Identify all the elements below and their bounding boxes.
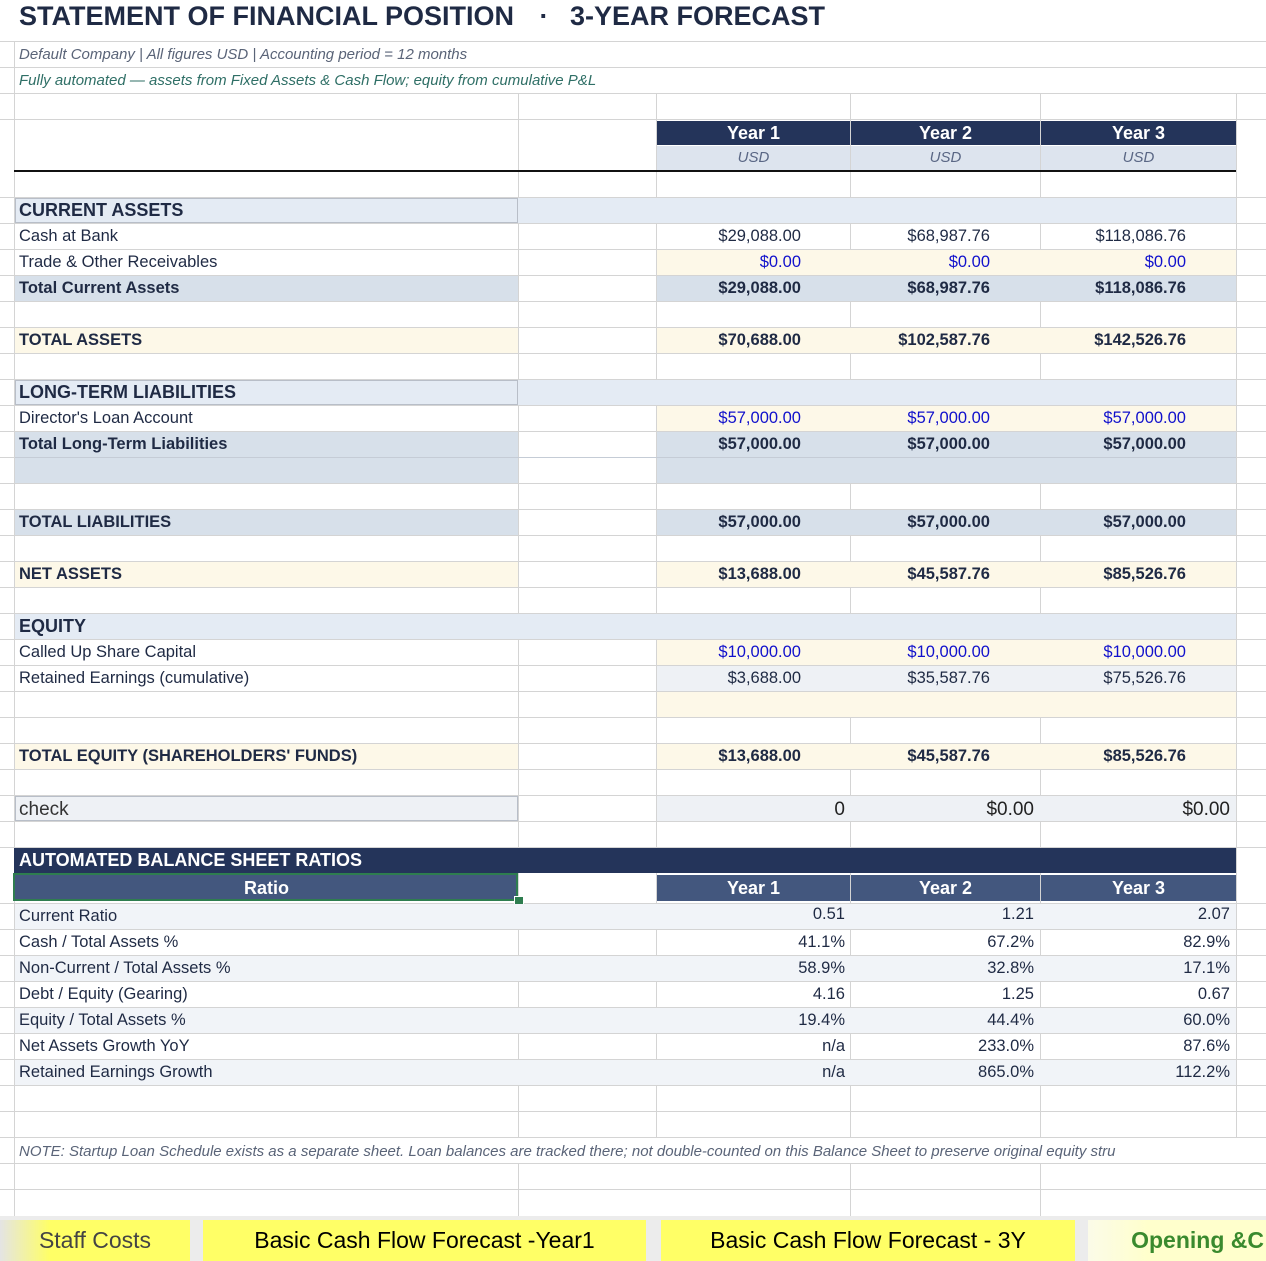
total-assets-y1[interactable]: $70,688.00: [718, 331, 801, 349]
cash-y2[interactable]: $68,987.76: [907, 227, 990, 245]
col-unit-year1: USD: [657, 146, 850, 170]
col-header-year1: Year 1: [657, 121, 850, 145]
col-header-year3: Year 3: [1041, 121, 1236, 145]
header-rule: [14, 170, 1236, 172]
tab-opening[interactable]: Opening &C: [1088, 1220, 1266, 1261]
total-lt-y3[interactable]: $57,000.00: [1103, 435, 1186, 453]
check-y3[interactable]: $0.00: [1182, 799, 1230, 820]
section-lt-liabilities: LONG-TERM LIABILITIES: [19, 382, 236, 402]
total-assets-y3[interactable]: $142,526.76: [1094, 331, 1186, 349]
ratio-header-year2: Year 2: [851, 875, 1040, 901]
footnote: NOTE: Startup Loan Schedule exists as a separate sheet. Loan balances are tracked there; not double-counted on this Balance Sheet to preserve original equity stru: [19, 1143, 1116, 1160]
col-unit-year3: USD: [1041, 146, 1236, 170]
row-label-total-equity: TOTAL EQUITY (SHAREHOLDERS' FUNDS): [19, 747, 358, 765]
ratio-value[interactable]: 67.2%: [987, 933, 1034, 951]
section-equity: EQUITY: [19, 616, 87, 636]
tab-cash-flow-year1[interactable]: Basic Cash Flow Forecast -Year1: [203, 1220, 646, 1261]
ratio-value[interactable]: 0.67: [1197, 985, 1230, 1003]
row-label-retained: Retained Earnings (cumulative): [19, 669, 250, 687]
row-label-total-assets: TOTAL ASSETS: [19, 331, 143, 349]
total-equity-y2[interactable]: $45,587.76: [907, 747, 990, 765]
ratio-value[interactable]: 60.0%: [1183, 1011, 1230, 1029]
check-y1[interactable]: 0: [834, 799, 845, 820]
title-suffix: 3-YEAR FORECAST: [570, 1, 826, 31]
ratio-value[interactable]: 865.0%: [978, 1063, 1034, 1081]
ratio-label: Cash / Total Assets %: [19, 933, 179, 951]
ratio-value[interactable]: n/a: [822, 1063, 845, 1081]
row-label-net-assets: NET ASSETS: [19, 565, 122, 583]
share-capital-y3[interactable]: $10,000.00: [1103, 643, 1186, 661]
ratio-value[interactable]: 2.07: [1197, 905, 1230, 923]
col-unit-year2: USD: [851, 146, 1040, 170]
ratio-label: Net Assets Growth YoY: [19, 1037, 190, 1055]
ratio-value[interactable]: 1.21: [1001, 905, 1034, 923]
row-label-director-loan: Director's Loan Account: [19, 409, 193, 427]
ratio-value[interactable]: 44.4%: [987, 1011, 1034, 1029]
total-lt-y2[interactable]: $57,000.00: [907, 435, 990, 453]
tab-cash-flow-3y[interactable]: Basic Cash Flow Forecast - 3Y: [661, 1220, 1075, 1261]
ratio-value[interactable]: 58.9%: [798, 959, 845, 977]
cash-y3[interactable]: $118,086.76: [1095, 227, 1186, 245]
ratio-value[interactable]: 17.1%: [1183, 959, 1230, 977]
ratio-value[interactable]: 0.51: [812, 905, 845, 923]
total-lt-y1[interactable]: $57,000.00: [718, 435, 801, 453]
director-loan-y1[interactable]: $57,000.00: [718, 409, 801, 427]
tab-staff-costs[interactable]: Staff Costs: [0, 1220, 190, 1261]
cash-y1[interactable]: $29,088.00: [718, 227, 801, 245]
ratio-value[interactable]: 32.8%: [987, 959, 1034, 977]
total-liabilities-y1[interactable]: $57,000.00: [718, 513, 801, 531]
total-liabilities-y2[interactable]: $57,000.00: [907, 513, 990, 531]
title-separator: ·: [539, 1, 549, 31]
ratio-value[interactable]: 112.2%: [1175, 1063, 1230, 1081]
subtitle-automation: Fully automated — assets from Fixed Assets & Cash Flow; equity from cumulative P&L: [19, 72, 597, 89]
ratio-value[interactable]: 19.4%: [798, 1011, 845, 1029]
total-current-y2[interactable]: $68,987.76: [907, 279, 990, 297]
receivables-y1[interactable]: $0.00: [759, 253, 801, 271]
ratio-value[interactable]: n/a: [822, 1037, 845, 1055]
page-title: [19, 0, 825, 34]
net-assets-y2[interactable]: $45,587.76: [907, 565, 990, 583]
row-label-check: check: [19, 799, 69, 820]
section-current-assets: CURRENT ASSETS: [19, 200, 184, 220]
row-label-total-lt: Total Long-Term Liabilities: [19, 435, 228, 453]
check-y2[interactable]: $0.00: [986, 799, 1034, 820]
ratio-value[interactable]: 233.0%: [978, 1037, 1034, 1055]
ratio-label: Debt / Equity (Gearing): [19, 985, 188, 1003]
total-current-y1[interactable]: $29,088.00: [718, 279, 801, 297]
row-label-receivables: Trade & Other Receivables: [19, 253, 218, 271]
ratio-header-year1: Year 1: [657, 875, 850, 901]
title-main: STATEMENT OF FINANCIAL POSITION: [19, 1, 514, 31]
share-capital-y1[interactable]: $10,000.00: [718, 643, 801, 661]
director-loan-y2[interactable]: $57,000.00: [907, 409, 990, 427]
director-loan-y3[interactable]: $57,000.00: [1103, 409, 1186, 427]
selected-cell-outline: [13, 873, 518, 901]
subtitle-company: Default Company | All figures USD | Accounting period = 12 months: [19, 46, 468, 63]
net-assets-y1[interactable]: $13,688.00: [718, 565, 801, 583]
retained-y3[interactable]: $75,526.76: [1103, 669, 1186, 687]
total-equity-y1[interactable]: $13,688.00: [718, 747, 801, 765]
ratio-label: Current Ratio: [19, 907, 118, 925]
retained-y1[interactable]: $3,688.00: [727, 669, 801, 687]
ratio-value[interactable]: 82.9%: [1183, 933, 1230, 951]
ratio-value[interactable]: 4.16: [812, 985, 845, 1003]
row-label-share-capital: Called Up Share Capital: [19, 643, 197, 661]
row-label-total-liabilities: TOTAL LIABILITIES: [19, 513, 172, 531]
ratio-value[interactable]: 87.6%: [1183, 1037, 1230, 1055]
net-assets-y3[interactable]: $85,526.76: [1103, 565, 1186, 583]
share-capital-y2[interactable]: $10,000.00: [907, 643, 990, 661]
col-header-year2: Year 2: [851, 121, 1040, 145]
receivables-y2[interactable]: $0.00: [948, 253, 990, 271]
ratio-value[interactable]: 41.1%: [798, 933, 845, 951]
total-liabilities-y3[interactable]: $57,000.00: [1103, 513, 1186, 531]
total-assets-y2[interactable]: $102,587.76: [898, 331, 990, 349]
ratio-label: Non-Current / Total Assets %: [19, 959, 231, 977]
total-current-y3[interactable]: $118,086.76: [1095, 279, 1186, 297]
ratio-value[interactable]: 1.25: [1001, 985, 1034, 1003]
receivables-y3[interactable]: $0.00: [1144, 253, 1186, 271]
ratio-col-header[interactable]: Ratio: [15, 875, 518, 901]
retained-y2[interactable]: $35,587.76: [907, 669, 990, 687]
total-equity-y3[interactable]: $85,526.76: [1103, 747, 1186, 765]
ratio-label: Equity / Total Assets %: [19, 1011, 186, 1029]
row-label-total-current: Total Current Assets: [19, 279, 180, 297]
sheet-tab-bar: [0, 1216, 1266, 1261]
ratio-header-year3: Year 3: [1041, 875, 1236, 901]
ratio-label: Retained Earnings Growth: [19, 1063, 213, 1081]
row-label-cash: Cash at Bank: [19, 227, 119, 245]
section-ratios: AUTOMATED BALANCE SHEET RATIOS: [19, 850, 363, 870]
